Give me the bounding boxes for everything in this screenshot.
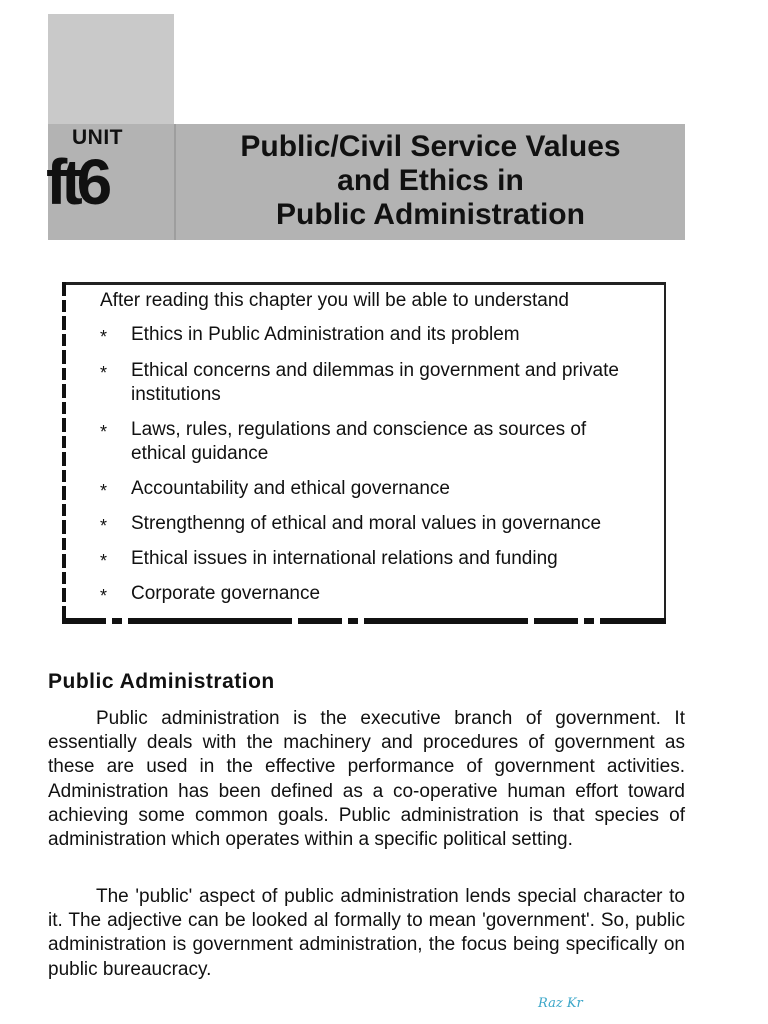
objective-item bbox=[100, 418, 645, 466]
objective-text: Strengthenng of ethical and moral values in governance bbox=[131, 513, 602, 534]
objective-item bbox=[100, 582, 645, 606]
asterisk-bullet-icon: * bbox=[100, 481, 108, 501]
objective-text: Accountability and ethical governance bbox=[131, 478, 450, 499]
objective-text: Ethical issues in international relations and funding bbox=[131, 548, 558, 569]
objectives-intro: After reading this chapter you will be able to understand bbox=[100, 290, 569, 311]
chapter-title bbox=[176, 130, 685, 232]
objective-text: Ethics in Public Administration and its problem bbox=[131, 324, 520, 345]
asterisk-bullet-icon: * bbox=[100, 551, 108, 571]
objective-item bbox=[100, 547, 645, 571]
asterisk-bullet-icon: * bbox=[100, 422, 108, 442]
asterisk-bullet-icon: * bbox=[100, 363, 108, 383]
objectives-box-left-border bbox=[62, 282, 66, 624]
asterisk-bullet-icon: * bbox=[100, 586, 108, 606]
body-paragraph: The 'public' aspect of public administration lends special character to it. The adjective can be looked al formally to mean 'government'. So, public administration is government administration, the focus being specifically on public bureaucracy. bbox=[48, 886, 685, 980]
objective-item bbox=[100, 323, 645, 347]
objective-item bbox=[100, 512, 645, 536]
asterisk-bullet-icon: * bbox=[100, 516, 108, 536]
objective-text: Ethical concerns and dilemmas in government and private institutions bbox=[131, 360, 619, 405]
objectives-box-bottom-border bbox=[62, 618, 666, 624]
unit-label: UNIT bbox=[72, 126, 123, 149]
section-heading: Public Administration bbox=[48, 670, 275, 693]
body-paragraph: Public administration is the executive branch of government. It essentially deals with the machinery and procedures of government as these are used in the effective performance of government activities. Administration has been defined as a co-operative human effort toward achieving some common goals. Public administration is that species of administration which operates within a specific political setting. bbox=[48, 708, 685, 851]
unit-number: ft6 bbox=[46, 146, 107, 218]
objective-item bbox=[100, 359, 645, 407]
asterisk-bullet-icon: * bbox=[100, 327, 108, 347]
chapter-title-line: Public/Civil Service Values bbox=[240, 130, 621, 163]
objective-text: Corporate governance bbox=[131, 583, 321, 604]
objective-text: Laws, rules, regulations and conscience as sources of ethical guidance bbox=[131, 419, 587, 464]
objectives-box-right-border bbox=[664, 282, 666, 624]
header-gray-block bbox=[48, 14, 174, 124]
objective-item bbox=[100, 477, 645, 501]
chapter-title-line: and Ethics in bbox=[337, 164, 524, 197]
handwritten-signature: Raz Kr bbox=[538, 996, 583, 1011]
chapter-title-line: Public Administration bbox=[276, 198, 585, 231]
